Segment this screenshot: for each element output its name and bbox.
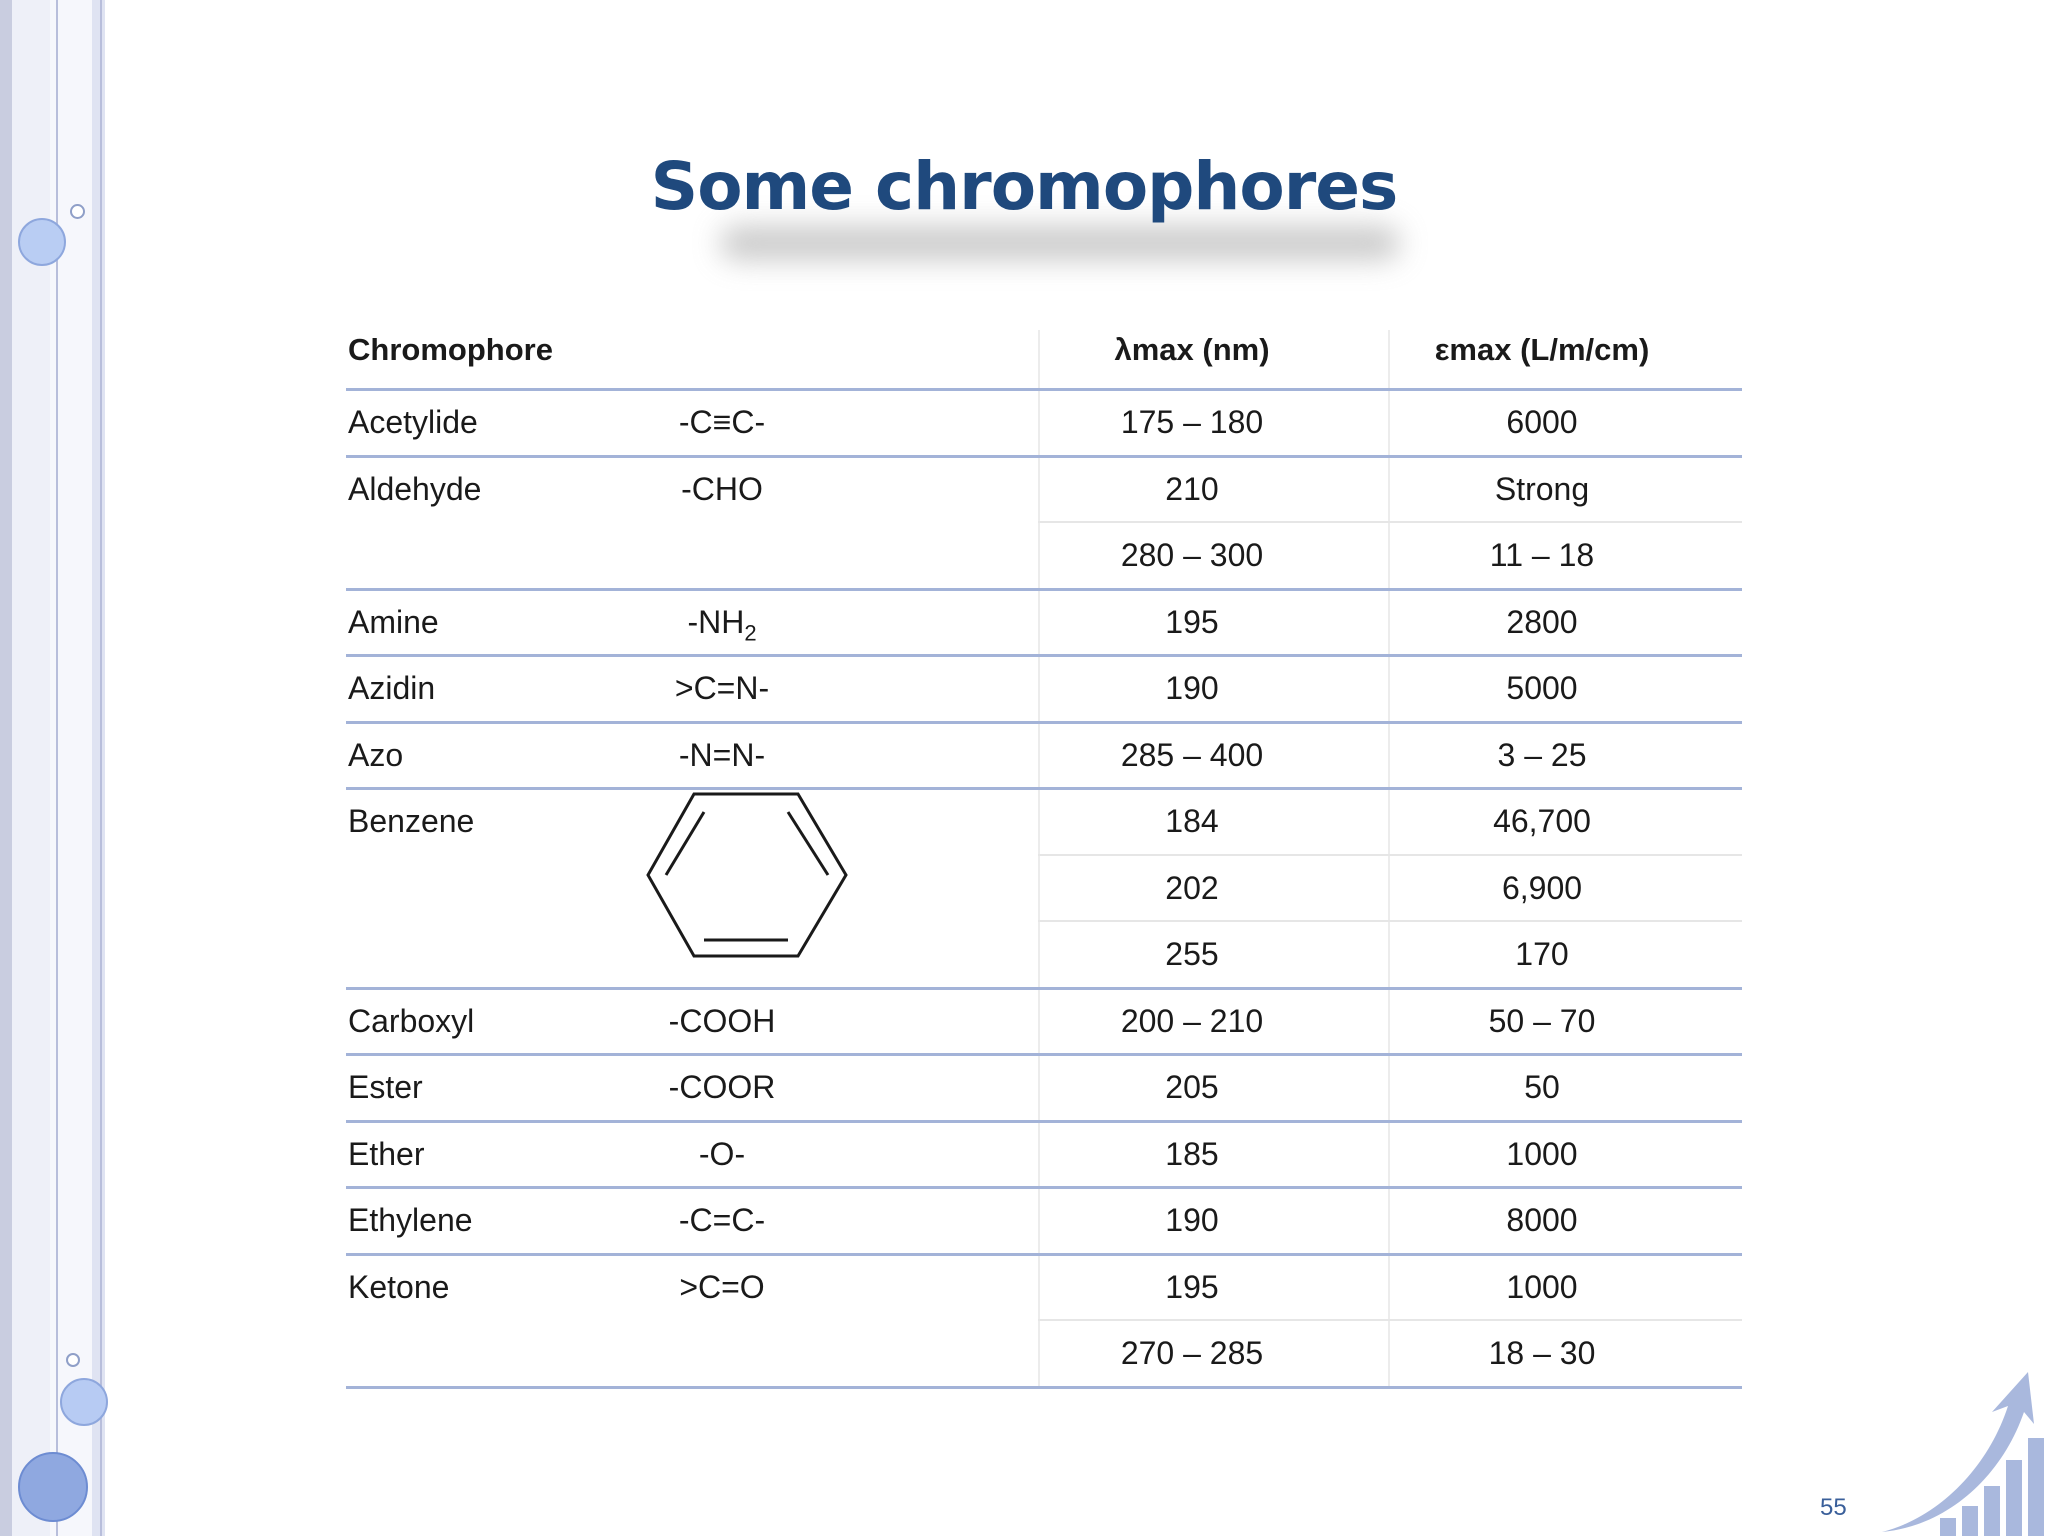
cell-epsilon-max: 46,700 — [1493, 803, 1591, 839]
growth-chart-icon — [1878, 1368, 2048, 1536]
column-divider — [1388, 330, 1390, 1386]
cell-group: -COOH — [668, 1002, 776, 1039]
cell-chromophore: Ethylene — [348, 1202, 473, 1238]
cell-chromophore: Azidin — [348, 670, 436, 706]
cell-lambda-max: 185 — [1165, 1135, 1219, 1172]
cell-lambda-max: 195 — [1165, 603, 1219, 640]
cell-lambda-max: 202 — [1165, 869, 1219, 906]
decor-circle-top — [18, 218, 66, 266]
table-rule — [346, 1120, 1742, 1123]
cell-chromophore: Ketone — [348, 1268, 450, 1305]
cell-epsilon-max: 6000 — [1506, 404, 1578, 440]
header-chromophore: Chromophore — [348, 332, 553, 367]
page-number: 55 — [1820, 1494, 1847, 1521]
cell-lambda-max: 200 – 210 — [1120, 1002, 1264, 1039]
table-rule — [1038, 1319, 1742, 1321]
table-rule — [346, 588, 1742, 591]
cell-epsilon-max: 11 – 18 — [1489, 537, 1595, 573]
cell-lambda-max: 190 — [1165, 670, 1219, 706]
table-rule — [346, 721, 1742, 724]
cell-group: -N=N- — [678, 736, 766, 773]
cell-lambda-max: 270 – 285 — [1120, 1335, 1264, 1371]
table-rule — [346, 1253, 1742, 1256]
cell-epsilon-max: 5000 — [1506, 670, 1578, 706]
cell-group: >C=N- — [674, 670, 770, 706]
chromophore-table — [346, 330, 1742, 1386]
cell-chromophore: Acetylide — [348, 404, 478, 440]
cell-group: -C≡C- — [678, 404, 766, 440]
header-epsilon-max: εmax (L/m/cm) — [1434, 332, 1650, 367]
cell-epsilon-max: 1000 — [1506, 1268, 1578, 1305]
cell-lambda-max: 280 – 300 — [1120, 537, 1264, 573]
cell-lambda-max: 195 — [1165, 1268, 1219, 1305]
cell-lambda-max: 175 – 180 — [1120, 404, 1264, 440]
cell-chromophore: Benzene — [348, 803, 475, 839]
cell-group: -COOR — [668, 1069, 776, 1105]
header-lambda-max: λmax (nm) — [1114, 332, 1270, 367]
cell-epsilon-max: 6,900 — [1501, 869, 1583, 906]
decorative-rail — [0, 0, 110, 1536]
cell-epsilon-max: 50 — [1524, 1069, 1560, 1105]
cell-lambda-max: 285 – 400 — [1120, 736, 1264, 773]
cell-chromophore: Aldehyde — [348, 470, 482, 507]
cell-epsilon-max: 2800 — [1506, 603, 1578, 640]
cell-chromophore: Azo — [348, 736, 404, 773]
table-rule — [1038, 920, 1742, 922]
cell-chromophore: Carboxyl — [348, 1002, 475, 1039]
cell-epsilon-max: 8000 — [1506, 1202, 1578, 1238]
cell-chromophore: Ester — [348, 1069, 423, 1105]
table-rule — [346, 388, 1742, 391]
cell-epsilon-max: 50 – 70 — [1488, 1002, 1596, 1039]
cell-chromophore: Ether — [348, 1135, 425, 1172]
slide-title: Some chromophores — [650, 148, 1398, 225]
cell-lambda-max: 184 — [1165, 803, 1219, 839]
table-rule — [346, 1186, 1742, 1189]
decor-circle-mid-bottom — [60, 1378, 108, 1426]
cell-lambda-max: 255 — [1165, 936, 1219, 972]
cell-group: -CHO — [681, 470, 763, 507]
cell-epsilon-max: 1000 — [1506, 1135, 1578, 1172]
cell-chromophore: Amine — [348, 603, 439, 640]
table-rule — [1038, 521, 1742, 523]
title-shadow — [720, 226, 1400, 260]
cell-lambda-max: 205 — [1165, 1069, 1219, 1105]
cell-epsilon-max: Strong — [1494, 470, 1590, 507]
benzene-ring-structure — [644, 790, 850, 960]
cell-lambda-max: 210 — [1165, 470, 1219, 507]
cell-epsilon-max: 3 – 25 — [1497, 736, 1587, 773]
table-rule — [346, 455, 1742, 458]
decor-circle-large-bottom — [18, 1452, 88, 1522]
table-rule — [1038, 854, 1742, 856]
table-rule — [346, 987, 1742, 990]
cell-group: $-NH_2$ — [687, 603, 757, 645]
table-rule — [346, 1386, 1742, 1389]
cell-group: -C=C- — [678, 1202, 766, 1238]
decor-circle-small-bottom — [66, 1353, 80, 1367]
cell-group: -O- — [698, 1135, 746, 1172]
cell-group: >C=O — [679, 1268, 765, 1305]
cell-lambda-max: 190 — [1165, 1202, 1219, 1238]
cell-epsilon-max: 170 — [1515, 936, 1569, 972]
cell-group-subscript: 2 — [744, 619, 757, 645]
table-rule — [346, 654, 1742, 657]
column-divider — [1038, 330, 1040, 1386]
table-rule — [346, 787, 1742, 790]
table-rule — [346, 1053, 1742, 1056]
cell-epsilon-max: 18 – 30 — [1488, 1335, 1596, 1371]
